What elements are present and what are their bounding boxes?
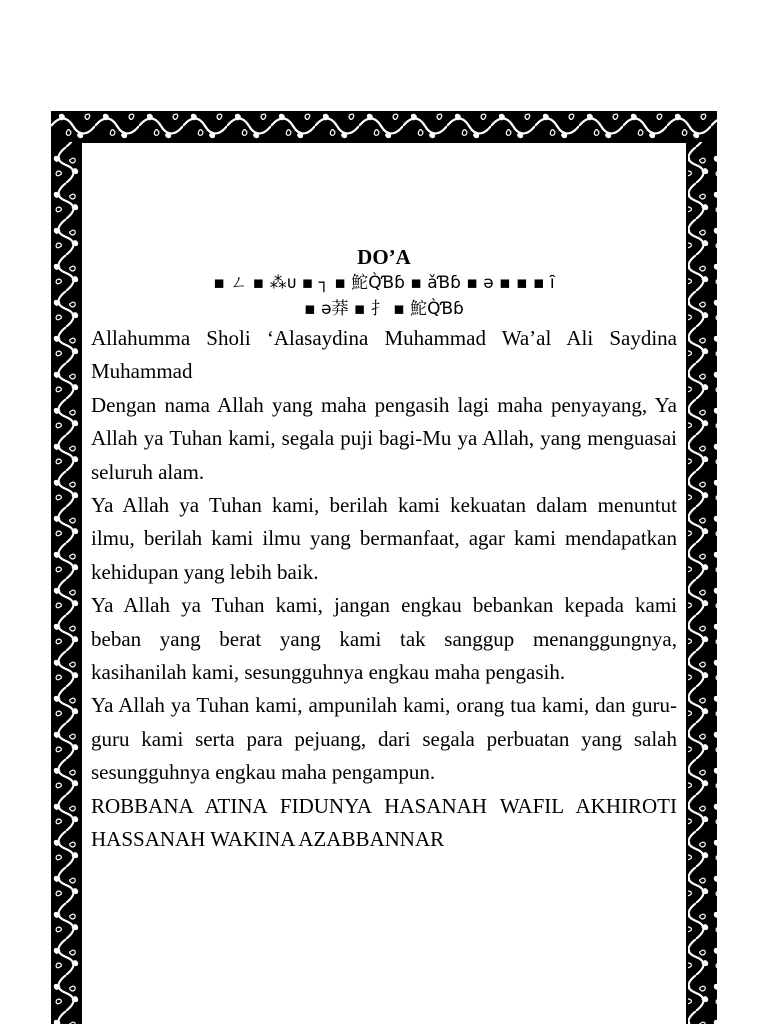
garbled-arabic-line-2: ▪ ǝ莽 ▪ ⺘ ▪ 鮀Q̀Ɓɓ: [304, 299, 464, 319]
paragraph-burden: Ya Allah ya Tuhan kami, jangan engkau bebankan kepada kami beban yang berat yang kami tak sanggup menanggungnya, kasihanilah kami, sesungguhnya engkau maha pengasih.: [91, 593, 677, 685]
paragraph-knowledge: Ya Allah ya Tuhan kami, berilah kami kekuatan dalam menuntut ilmu, berilah kami ilmu yang bermanfaat, agar kami mendapatkan kehidupan yang lebih baik.: [91, 493, 677, 584]
garbled-arabic-line-1: ▪ ㄥ ▪ ⁂ᴜ ▪ ┐ ▪ 鮀Q̀Ɓɓ ▪ ǎƁɓ ▪ ǝ ▪ ▪ ▪ ȋ: [213, 273, 555, 293]
paragraph-robbana: ROBBANA ATINA FIDUNYA HASANAH WAFIL AKHIROTI HASSANAH WAKINA AZABBANNAR: [91, 793, 677, 852]
paragraph-praise: Dengan nama Allah yang maha pengasih lagi maha penyayang, Ya Allah ya Tuhan kami, segala puji bagi-Mu ya Allah, yang menguasai seluruh alam.: [91, 392, 677, 484]
paragraph-forgiveness: Ya Allah ya Tuhan kami, ampunilah kami, orang tua kami, dan guru-guru kami serta para pejuang, dari segala perbuatan yang salah sesungguhnya engkau maha pengampun.: [91, 693, 677, 785]
doa-title: DO’A: [357, 245, 411, 269]
paragraph-shalawat: Allahumma Sholi ‘Alasaydina Muhammad Wa’al Ali Saydina Muhammad: [91, 326, 677, 384]
prayer-text-block: [91, 244, 677, 857]
